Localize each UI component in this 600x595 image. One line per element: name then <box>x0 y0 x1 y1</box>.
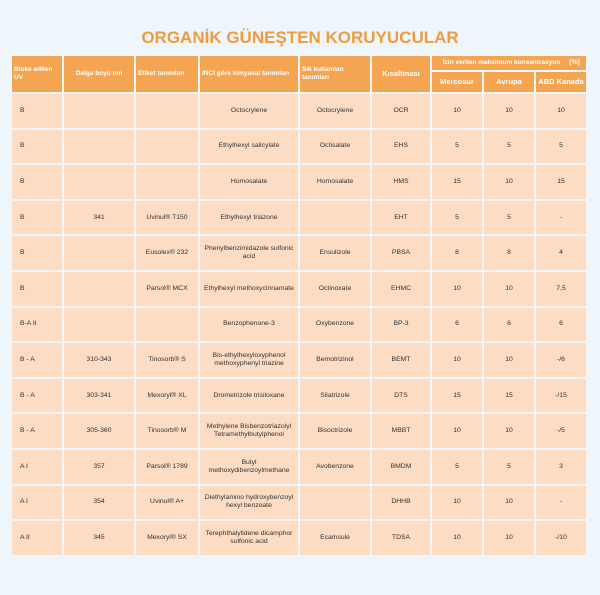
table-row <box>12 236 586 270</box>
cell-europe: 10 <box>484 94 534 128</box>
cell-inci: Octocrylene <box>200 94 298 128</box>
cell-wavelength <box>64 308 134 342</box>
cell-label: Tinosorb® M <box>136 414 198 448</box>
cell-uv: B - A <box>12 343 62 377</box>
table-row <box>12 201 586 235</box>
cell-label <box>136 308 198 342</box>
cell-uv: B - A <box>12 414 62 448</box>
cell-inci: Butyl methoxydibenzoylmethane <box>200 450 298 484</box>
cell-wavelength: 345 <box>64 521 134 555</box>
cell-uv: B <box>12 94 62 128</box>
cell-mercosur: 5 <box>432 450 482 484</box>
cell-inci: Homosalate <box>200 165 298 199</box>
cell-inci: Diethylamino hydroxybenzoyl hexyl benzoate <box>200 486 298 520</box>
cell-mercosur: 10 <box>432 94 482 128</box>
header-label: Etiket tanımları <box>136 56 198 92</box>
cell-europe: 8 <box>484 236 534 270</box>
header-abbr: Kısaltması <box>372 56 430 92</box>
cell-common: Oxybenzone <box>300 308 370 342</box>
cell-uv: B <box>12 201 62 235</box>
cell-abbr: BEMT <box>372 343 430 377</box>
cell-mercosur: 10 <box>432 414 482 448</box>
cell-usa: 10 <box>536 94 586 128</box>
cell-mercosur: 10 <box>432 521 482 555</box>
cell-mercosur: 5 <box>432 201 482 235</box>
cell-abbr: OCR <box>372 94 430 128</box>
cell-uv: A I <box>12 450 62 484</box>
cell-label <box>136 165 198 199</box>
table-row <box>12 165 586 199</box>
cell-mercosur: 6 <box>432 308 482 342</box>
cell-label: Uvinul® A+ <box>136 486 198 520</box>
header-mercosur: Mercosur <box>432 72 482 92</box>
page-title: ORGANİK GÜNEŞTEN KORUYUCULAR <box>141 28 459 47</box>
cell-mercosur: 10 <box>432 272 482 306</box>
cell-europe: 10 <box>484 521 534 555</box>
cell-europe: 6 <box>484 308 534 342</box>
cell-wavelength <box>64 236 134 270</box>
table-row <box>12 308 586 342</box>
cell-abbr: EHS <box>372 130 430 164</box>
table-body <box>12 94 586 555</box>
cell-inci: Benzophenone-3 <box>200 308 298 342</box>
cell-abbr: MBBT <box>372 414 430 448</box>
cell-common: Avobenzone <box>300 450 370 484</box>
header-common: Sık kullanılan tanımları <box>300 56 370 92</box>
table-row <box>12 486 586 520</box>
cell-abbr: EHT <box>372 201 430 235</box>
header-europe: Avrupa <box>484 72 534 92</box>
cell-inci: Terephthalylidene dicamphor sulfonic acid <box>200 521 298 555</box>
cell-label: Parsol® MCX <box>136 272 198 306</box>
cell-usa: - <box>536 486 586 520</box>
cell-abbr: TDSA <box>372 521 430 555</box>
cell-label <box>136 130 198 164</box>
cell-common: Octocrylene <box>300 94 370 128</box>
cell-mercosur: 15 <box>432 165 482 199</box>
cell-uv: A II <box>12 521 62 555</box>
cell-label <box>136 94 198 128</box>
cell-mercosur: 10 <box>432 343 482 377</box>
cell-europe: 10 <box>484 486 534 520</box>
cell-wavelength <box>64 130 134 164</box>
cell-mercosur: 10 <box>432 486 482 520</box>
cell-mercosur: 8 <box>432 236 482 270</box>
table-row <box>12 450 586 484</box>
header-uv: Bloke edilen UV <box>12 56 62 92</box>
cell-label: Mexoryl® SX <box>136 521 198 555</box>
cell-inci: Ethylhexyl methoxycinnamate <box>200 272 298 306</box>
table-row <box>12 130 586 164</box>
cell-uv: A I <box>12 486 62 520</box>
cell-inci: Bis-ethylhexyloxyphenol methoxyphenyl triazine <box>200 343 298 377</box>
cell-label: Mexoryl® XL <box>136 379 198 413</box>
cell-usa: -/10 <box>536 521 586 555</box>
cell-wavelength: 341 <box>64 201 134 235</box>
cell-abbr: BP-3 <box>372 308 430 342</box>
cell-europe: 5 <box>484 450 534 484</box>
cell-usa: 6 <box>536 308 586 342</box>
cell-usa: 5 <box>536 130 586 164</box>
cell-europe: 10 <box>484 272 534 306</box>
cell-wavelength: 357 <box>64 450 134 484</box>
cell-uv: B <box>12 272 62 306</box>
cell-abbr: HMS <box>372 165 430 199</box>
table-row <box>12 94 586 128</box>
cell-label: Tinosorb® S <box>136 343 198 377</box>
table-row <box>12 379 586 413</box>
cell-mercosur: 15 <box>432 379 482 413</box>
cell-usa: -/15 <box>536 379 586 413</box>
cell-usa: - <box>536 201 586 235</box>
header-wavelength: Dalga boyu nm <box>64 56 134 92</box>
table-row <box>12 272 586 306</box>
cell-inci: Ethylhexyl triazone <box>200 201 298 235</box>
cell-label: Uvinul® T150 <box>136 201 198 235</box>
cell-common: Ensulizole <box>300 236 370 270</box>
cell-europe: 10 <box>484 343 534 377</box>
cell-europe: 15 <box>484 379 534 413</box>
cell-uv: B <box>12 165 62 199</box>
cell-uv: B-A II <box>12 308 62 342</box>
cell-usa: -/6 <box>536 343 586 377</box>
cell-label: Parsol® 1789 <box>136 450 198 484</box>
cell-wavelength: 354 <box>64 486 134 520</box>
cell-common: Bisoctrizole <box>300 414 370 448</box>
cell-wavelength <box>64 272 134 306</box>
cell-abbr: DTS <box>372 379 430 413</box>
cell-uv: B - A <box>12 379 62 413</box>
cell-common: Octinoxate <box>300 272 370 306</box>
cell-usa: -/5 <box>536 414 586 448</box>
cell-europe: 10 <box>484 414 534 448</box>
cell-common: Bemotrizinol <box>300 343 370 377</box>
cell-common: Ecamsule <box>300 521 370 555</box>
header-max-unit: (%) <box>569 59 581 66</box>
cell-inci: Phenylbenzimidazole sulfonic acid <box>200 236 298 270</box>
cell-abbr: BMDM <box>372 450 430 484</box>
cell-wavelength: 310-343 <box>64 343 134 377</box>
header-max-concentration <box>432 56 586 70</box>
cell-common: Homosalate <box>300 165 370 199</box>
cell-common: Octisalate <box>300 130 370 164</box>
cell-uv: B <box>12 130 62 164</box>
cell-wavelength <box>64 94 134 128</box>
cell-usa: 3 <box>536 450 586 484</box>
header-max-label: İzin verilen maksimum konsantrasyon <box>442 59 561 66</box>
cell-abbr: EHMC <box>372 272 430 306</box>
table-row <box>12 414 586 448</box>
header-usa: ABD Kanada <box>536 72 586 92</box>
sunscreen-table <box>10 54 588 557</box>
cell-inci: Methylene Bisbenzotriazolyl Tetramethylbutylphenol <box>200 414 298 448</box>
cell-usa: 4 <box>536 236 586 270</box>
cell-label: Eusolex® 232 <box>136 236 198 270</box>
cell-europe: 5 <box>484 201 534 235</box>
cell-europe: 5 <box>484 130 534 164</box>
cell-wavelength: 303-341 <box>64 379 134 413</box>
cell-inci: Ethylhexyl salicylate <box>200 130 298 164</box>
cell-europe: 10 <box>484 165 534 199</box>
cell-wavelength: 305-360 <box>64 414 134 448</box>
cell-common <box>300 201 370 235</box>
cell-usa: 15 <box>536 165 586 199</box>
cell-wavelength <box>64 165 134 199</box>
cell-usa: 7,5 <box>536 272 586 306</box>
cell-uv: B <box>12 236 62 270</box>
cell-inci: Drometrizole trisiloxane <box>200 379 298 413</box>
table-row <box>12 521 586 555</box>
header-inci: INCI göre kimyasal tanımları <box>200 56 298 92</box>
cell-abbr: PBSA <box>372 236 430 270</box>
table-row <box>12 343 586 377</box>
cell-common: Silatrizole <box>300 379 370 413</box>
cell-mercosur: 5 <box>432 130 482 164</box>
cell-common <box>300 486 370 520</box>
cell-abbr: DHHB <box>372 486 430 520</box>
